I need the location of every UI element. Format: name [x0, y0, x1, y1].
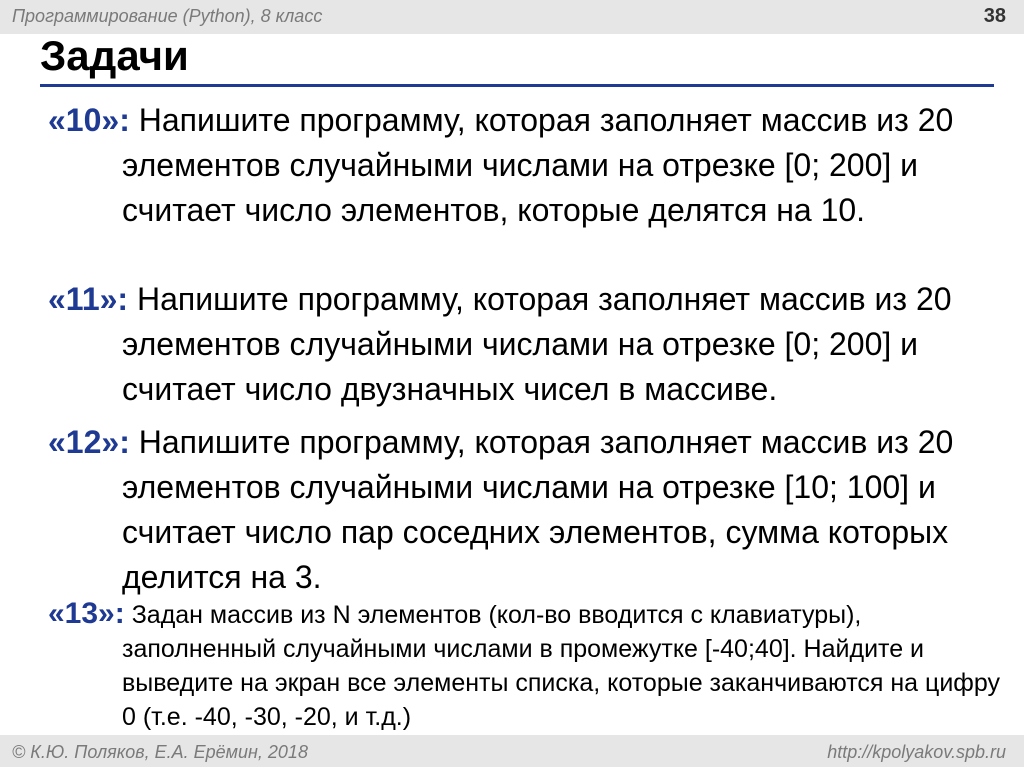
task-11	[48, 277, 1008, 412]
title-divider	[40, 84, 994, 87]
course-title: Программирование (Python), 8 класс	[12, 6, 323, 26]
slide-number: 38	[983, 5, 1006, 27]
task-12	[48, 420, 1008, 600]
task-text: Напишите программу, которая заполняет массив из 20 элементов случайными числами на отрезке [0; 200] и считает число элементов, которые делятся на 10.	[122, 102, 954, 228]
slide-title: Задачи	[40, 32, 189, 79]
task-number: «12»:	[48, 424, 130, 460]
footer-bar	[0, 735, 1024, 767]
footer-copyright: © К.Ю. Поляков, Е.А. Ерёмин, 2018	[12, 742, 308, 762]
header-bar	[0, 0, 1024, 34]
task-number: «13»:	[48, 597, 125, 630]
task-10	[48, 98, 1008, 233]
task-text: Напишите программу, которая заполняет массив из 20 элементов случайными числами на отрезке [10; 100] и считает число пар соседних элементов, сумма которых делится на 3.	[122, 424, 954, 595]
task-number: «11»:	[48, 281, 129, 317]
task-text: Напишите программу, которая заполняет массив из 20 элементов случайными числами на отрезке [0; 200] и считает число двузначных чисел в массиве.	[122, 281, 952, 407]
footer-url: http://kpolyakov.spb.ru	[827, 742, 1006, 762]
task-number: «10»:	[48, 102, 130, 138]
task-text: Задан массив из N элементов (кол-во вводится с клавиатуры), заполненный случайными числами в промежутке [-40;40]. Найдите и выведите на экран все элементы списка, которые заканчиваются на цифру 0 (т.е. -40, -30, -20, и т.д.)	[122, 601, 1000, 731]
task-13	[48, 597, 1008, 734]
